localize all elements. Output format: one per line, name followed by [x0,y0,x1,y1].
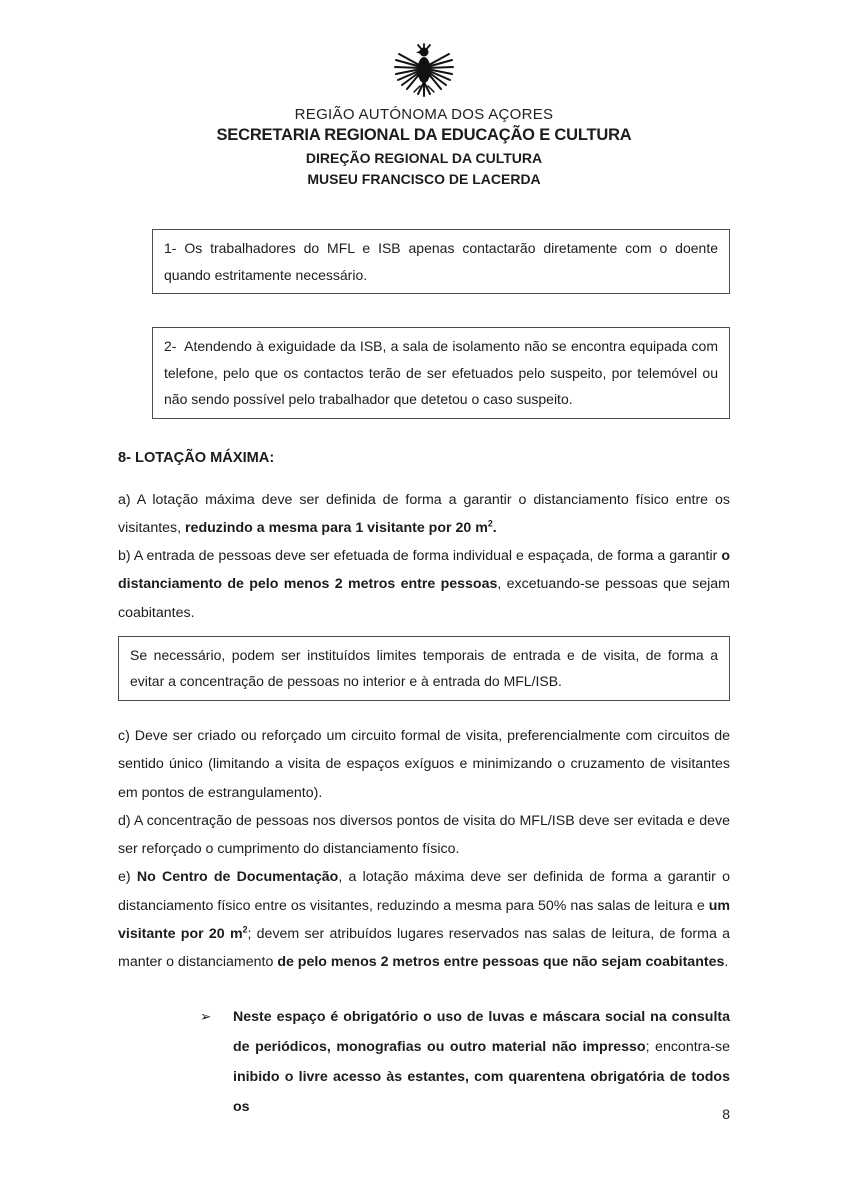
letterhead-region: REGIÃO AUTÓNOMA DOS AÇORES [294,106,554,123]
paragraph-b: b) A entrada de pessoas deve ser efetuada de forma individual e espaçada, de forma a garantir o distanciamento de pelo menos 2 metros entre pessoas, excetuando-se pessoas que sejam coabitantes. [118,548,730,621]
azores-eagle-emblem-icon [118,42,730,104]
note-box-1-text: 1- Os trabalhadores do MFL e ISB apenas contactarão diretamente com o doente quando estritamente necessário. [164,240,718,283]
letterhead [118,42,730,187]
paragraph-c: c) Deve ser criado ou reforçado um circuito formal de visita, preferencialmente com circuitos de sentido único (limitando a visita de espaços exíguos e minimizando o cruzamento de visitantes em pontos de estrangulamento). [118,727,730,801]
paragraph-e: e) No Centro de Documentação, a lotação máxima deve ser definida de forma a garantir o distanciamento físico entre os visitantes, reduzindo a mesma para 50% nas salas de leitura e um visitante por 20 $m^2$; devem ser atribuídos lugares reservados nas salas de leitura, de forma a manter o distanciamento de pelo menos 2 metros entre pessoas que não sejam coabitantes. [118,869,730,971]
note-box-3-text: Se necessário, podem ser instituídos limites temporais de entrada e de visita, de forma a evitar a concentração de pessoas no interior e à entrada do MFL/ISB. [130,646,718,690]
note-box-2-text: 2- Atendendo à exiguidade da ISB, a sala de isolamento não se encontra equipada com telefone, pelo que os contactos terão de ser efetuados pelo suspeito, por telemóvel ou não sendo possível pelo trabalhador que detetou o caso suspeito. [164,338,718,407]
bullet-item [118,1002,730,1122]
page-number: 8 [722,1106,730,1122]
note-box-3 [118,636,730,701]
paragraph-a: a) A lotação máxima deve ser definida de forma a garantir o distanciamento físico entre os visitantes, reduzindo a mesma para 1 visitante por 20 $m^2$. [118,491,730,536]
note-box-2 [152,327,730,419]
letterhead-museum: MUSEU FRANCISCO DE LACERDA [307,171,541,187]
paragraph-d: d) A concentração de pessoas nos diversos pontos de visita do MFL/ISB deve ser evitada e deve ser reforçado o cumprimento do distanciamento físico. [118,812,730,858]
section-heading: 8- LOTAÇÃO MÁXIMA: [118,449,275,466]
letterhead-secretariat: SECRETARIA REGIONAL DA EDUCAÇÃO E CULTURA [216,126,632,144]
letterhead-directorate: DIREÇÃO REGIONAL DA CULTURA [305,150,543,166]
bullet-text: Neste espaço é obrigatório o uso de luvas e máscara social na consulta de periódicos, monografias ou outro material não impresso; encontra-se inibido o livre acesso às estantes, com quarentena obrigatória de todos os [233,1008,730,1115]
note-box-1 [152,229,730,294]
arrow-bullet-icon: ➢ [200,1008,212,1024]
